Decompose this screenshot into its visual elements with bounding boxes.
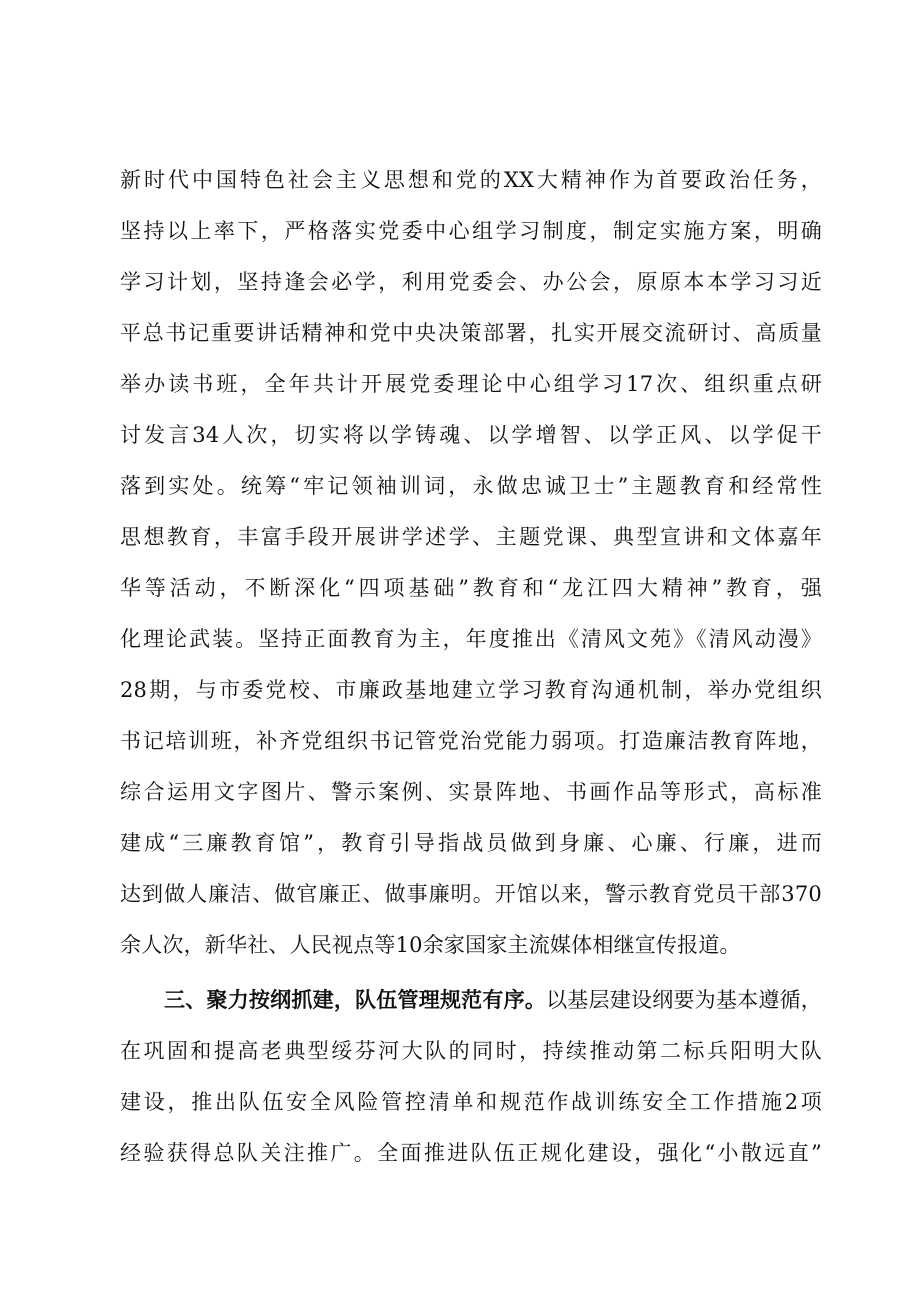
section-heading: 三、聚力按纲抓建，队伍管理规范有序。 — [164, 988, 547, 1012]
paragraph-1-line-12: 书记培训班，补齐党组织书记管党治党能力弱项。打造廉洁教育阵地， — [120, 729, 822, 753]
paragraph-1-line-1: 新时代中国特色社会主义思想和党的XX大精神作为首要政治任务， — [120, 168, 822, 192]
paragraph-1-line-10: 化理论武装。坚持正面教育为主，年度推出《清风文苑》《清风动漫》 — [120, 627, 822, 651]
paragraph-2-line-4: 经验获得总队关注推广。全面推进队伍正规化建设，强化“小散远直” — [120, 1141, 822, 1165]
paragraph-1-line-5: 举办读书班，全年共计开展党委理论中心组学习17次、组织重点研 — [120, 372, 822, 396]
paragraph-1-line-16: 余人次，新华社、人民视点等10余家国家主流媒体相继宣传报道。 — [120, 933, 741, 957]
paragraph-1-line-8: 思想教育，丰富手段开展讲学述学、主题党课、典型宣讲和文体嘉年 — [120, 525, 822, 549]
paragraph-1-line-14: 建成“三廉教育馆”，教育引导指战员做到身廉、心廉、行廉，进而 — [120, 831, 822, 855]
paragraph-1-line-7: 落到实处。统筹“牢记领袖训词，永做忠诚卫士”主题教育和经常性 — [120, 474, 822, 498]
paragraph-2-line-2: 在巩固和提高老典型绥芬河大队的同时，持续推动第二标兵阳明大队 — [120, 1039, 822, 1063]
paragraph-1-line-15: 达到做人廉洁、做官廉正、做事廉明。开馆以来，警示教育党员干部370 — [120, 882, 822, 906]
paragraph-2-line-1-text: 以基层建设纲要为基本遵循， — [546, 988, 822, 1012]
paragraph-1-line-11: 28期，与市委党校、市廉政基地建立学习教育沟通机制，举办党组织 — [120, 678, 822, 702]
paragraph-1-line-9: 华等活动，不断深化“四项基础”教育和“龙江四大精神”教育，强 — [120, 576, 822, 600]
paragraph-2-line-3: 建设，推出队伍安全风险管控清单和规范作战训练安全工作措施2项 — [120, 1090, 822, 1114]
paragraph-1-line-2: 坚持以上率下，严格落实党委中心组学习制度，制定实施方案，明确 — [120, 219, 822, 243]
paragraph-1-line-4: 平总书记重要讲话精神和党中央决策部署，扎实开展交流研讨、高质量 — [120, 321, 822, 345]
paragraph-1-line-3: 学习计划，坚持逢会必学，利用党委会、办公会，原原本本学习习近 — [120, 270, 822, 294]
paragraph-2-line-1 — [120, 983, 822, 1017]
paragraph-1-line-13: 综合运用文字图片、警示案例、实景阵地、书画作品等形式，高标准 — [120, 780, 822, 804]
paragraph-1-line-6: 讨发言34人次，切实将以学铸魂、以学增智、以学正风、以学促干 — [120, 423, 822, 447]
